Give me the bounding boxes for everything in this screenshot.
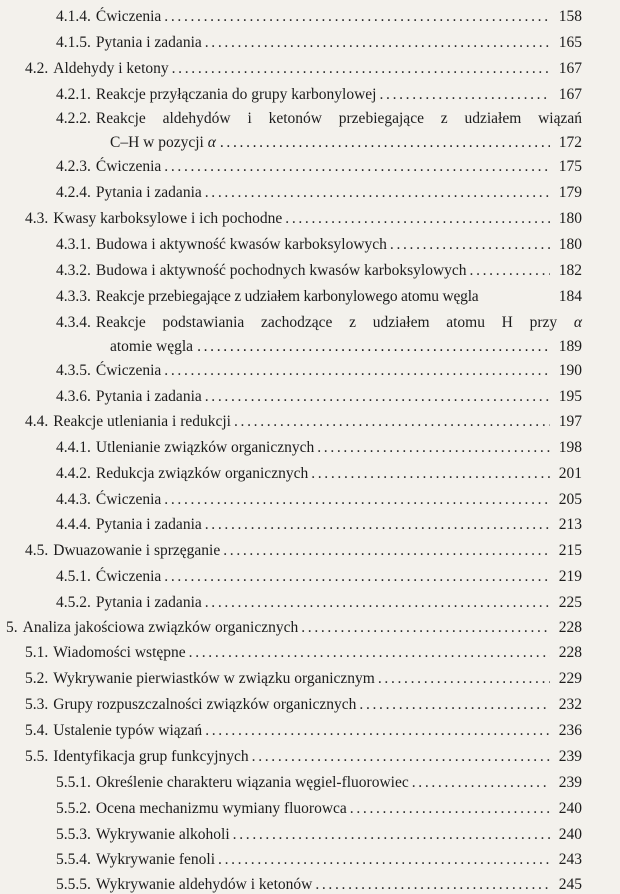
entry-title: Ćwiczenia (95, 8, 162, 25)
toc-entry (56, 261, 582, 280)
entry-page: 180 (558, 236, 582, 253)
entry-number: 5.5.4. (56, 851, 91, 868)
entry-title: Reakcje utleniania i redukcji (53, 413, 231, 430)
dot-leader (205, 593, 550, 612)
dot-leader (315, 875, 550, 894)
toc-entry (56, 850, 582, 869)
dot-leader (205, 515, 550, 534)
entry-title: Wykrywanie pierwiastków w związku organicznym (53, 670, 375, 687)
entry-number: 4.4.2. (56, 465, 91, 482)
entry-page: 225 (558, 594, 582, 611)
toc-entry (56, 464, 582, 483)
entry-title-text: Reakcje podstawiania zachodzące z udziałem atomu H przy (95, 314, 558, 331)
dot-leader (301, 618, 550, 637)
entry-number: 5.5. (25, 748, 49, 765)
toc-entry (56, 773, 582, 792)
entry-title: Ustalenie typów wiązań (53, 722, 203, 739)
dot-leader (378, 669, 550, 688)
dot-leader (218, 850, 550, 869)
entry-number: 5.5.3. (56, 826, 91, 843)
entry-page: 197 (558, 413, 582, 430)
entry-title: Wiadomości wstępne (53, 644, 186, 661)
entry-title: Ćwiczenia (95, 491, 162, 508)
entry-title: Określenie charakteru wiązania węgiel-fluorowiec (95, 774, 409, 791)
entry-page: 240 (558, 800, 582, 817)
entry-title: Ćwiczenia (95, 158, 162, 175)
toc-entry (56, 157, 582, 176)
toc-entry (56, 7, 582, 26)
dot-leader (205, 387, 550, 406)
entry-page: 239 (558, 748, 582, 765)
entry-title: Analiza jakościowa związków organicznych (22, 619, 299, 636)
toc-entry (56, 825, 582, 844)
entry-title: Budowa i aktywność pochodnych kwasów karboksylowych (95, 262, 467, 279)
entry-number: 4.4. (25, 413, 49, 430)
dot-leader (350, 799, 550, 818)
toc-entry (25, 209, 582, 228)
entry-title: Ćwiczenia (95, 568, 162, 585)
dot-leader (164, 157, 550, 176)
entry-title: Ocena mechanizmu wymiany fluorowca (95, 800, 347, 817)
entry-title: Redukcja związków organicznych (95, 465, 309, 482)
alpha-symbol: α (207, 134, 216, 151)
entry-title-continued: atomie węgla (110, 338, 194, 355)
entry-title: Identyfikacja grup funkcyjnych (53, 748, 249, 765)
entry-page: 182 (558, 262, 582, 279)
entry-page: 239 (558, 774, 582, 791)
entry-title: Kwasy karboksylowe i ich pochodne (53, 210, 283, 227)
dot-leader (359, 695, 550, 714)
entry-number: 4.2.4. (56, 184, 91, 201)
entry-number: 4.2.2. (56, 110, 91, 127)
entry-page: 175 (558, 158, 582, 175)
entry-title: Grupy rozpuszczalności związków organicznych (53, 696, 357, 713)
dot-leader (311, 464, 550, 483)
entry-page: 167 (558, 86, 582, 103)
entry-page: 179 (558, 184, 582, 201)
entry-number: 4.3.2. (56, 262, 91, 279)
toc-entry (56, 85, 582, 104)
toc-entry (25, 541, 582, 560)
dot-leader (470, 261, 550, 280)
toc-entry (56, 593, 582, 612)
entry-page: 215 (558, 542, 582, 559)
entry-title: Reakcje aldehydów i ketonów przebiegające z udziałem wiązań (95, 110, 582, 127)
entry-page: 245 (558, 876, 582, 893)
entry-number: 4.2.1. (56, 86, 91, 103)
entry-number: 5.3. (25, 696, 49, 713)
dot-leader (205, 33, 550, 52)
entry-page: 229 (558, 670, 582, 687)
toc-entry (25, 721, 582, 740)
entry-number: 4.5.2. (56, 594, 91, 611)
entry-page: 165 (558, 34, 582, 51)
entry-number: 5.5.1. (56, 774, 91, 791)
toc-entry-continuation (110, 133, 582, 152)
dot-leader (164, 490, 550, 509)
toc-entry (25, 643, 582, 662)
entry-title: Wykrywanie fenoli (95, 851, 216, 868)
toc-entry (25, 695, 582, 714)
entry-page: 240 (558, 826, 582, 843)
entry-number: 4.1.4. (56, 8, 91, 25)
dot-leader (390, 235, 550, 254)
entry-number: 4.5. (25, 542, 49, 559)
toc-entry-continuation (110, 337, 582, 356)
entry-number: 4.1.5. (56, 34, 91, 51)
toc-entry (56, 313, 582, 332)
entry-title: Dwuazowanie i sprzęganie (53, 542, 221, 559)
dot-leader (317, 438, 550, 457)
entry-title: Reakcje przebiegające z udziałem karbonylowego atomu węgla (95, 288, 479, 305)
entry-number: 5.4. (25, 722, 49, 739)
entry-page: 158 (558, 8, 582, 25)
entry-number: 4.5.1. (56, 568, 91, 585)
entry-number: 4.3.1. (56, 236, 91, 253)
toc-entry (56, 567, 582, 586)
entry-title: Reakcje przyłączania do grupy karbonylowej (95, 86, 377, 103)
entry-number: 4.4.1. (56, 439, 91, 456)
dot-leader (164, 361, 550, 380)
toc-entry (56, 515, 582, 534)
entry-title: Wykrywanie aldehydów i ketonów (95, 876, 313, 893)
toc-entry (56, 183, 582, 202)
entry-number: 5.1. (25, 644, 49, 661)
toc-entry (56, 799, 582, 818)
entry-number: 4.3.5. (56, 362, 91, 379)
dot-leader (205, 183, 550, 202)
entry-number: 5.2. (25, 670, 49, 687)
dot-leader (164, 567, 550, 586)
entry-title: Budowa i aktywność kwasów karboksylowych (95, 236, 387, 253)
entry-number: 5.5.2. (56, 800, 91, 817)
entry-page: 198 (558, 439, 582, 456)
toc-entry (25, 412, 582, 431)
dot-leader (252, 747, 550, 766)
entry-page: 232 (558, 696, 582, 713)
entry-title: Pytania i zadania (95, 34, 202, 51)
entry-number: 5. (6, 619, 18, 636)
entry-title: Wykrywanie alkoholi (95, 826, 230, 843)
toc-entry (25, 59, 582, 78)
entry-page: 201 (558, 465, 582, 482)
entry-page: 236 (558, 722, 582, 739)
toc-entry (56, 438, 582, 457)
toc-entry (56, 875, 582, 894)
entry-number: 4.3.3. (56, 288, 91, 305)
entry-title (96, 313, 582, 332)
entry-page: 180 (558, 210, 582, 227)
entry-title: Utlenianie związków organicznych (95, 439, 315, 456)
entry-page: 189 (558, 338, 582, 355)
dot-leader (164, 7, 550, 26)
dot-leader (285, 209, 550, 228)
dot-leader (172, 59, 550, 78)
entry-page: 228 (558, 619, 582, 636)
dot-leader (379, 85, 550, 104)
toc-entry (56, 235, 582, 254)
entry-title: Pytania i zadania (95, 184, 202, 201)
entry-title-continued: C–H w pozycji (110, 134, 204, 151)
entry-page: 205 (558, 491, 582, 508)
entry-page: 213 (558, 516, 582, 533)
entry-page: 184 (558, 288, 582, 305)
entry-title: Aldehydy i ketony (53, 60, 169, 77)
toc-entry (56, 287, 582, 306)
entry-page: 219 (558, 568, 582, 585)
toc-entry (56, 490, 582, 509)
entry-number: 5.5.5. (56, 876, 91, 893)
entry-page: 190 (558, 362, 582, 379)
toc-entry (56, 361, 582, 380)
toc-entry (6, 618, 582, 637)
entry-page: 167 (558, 60, 582, 77)
toc-entry (56, 109, 582, 128)
dot-leader (412, 773, 550, 792)
entry-number: 4.3. (25, 210, 49, 227)
toc-entry (56, 33, 582, 52)
toc-entry (56, 387, 582, 406)
dot-leader (205, 721, 550, 740)
toc-entry (25, 747, 582, 766)
entry-page: 243 (558, 851, 582, 868)
dot-leader (223, 541, 550, 560)
entry-number: 4.4.3. (56, 491, 91, 508)
entry-page: 172 (558, 134, 582, 151)
toc-entry (25, 669, 582, 688)
entry-title: Ćwiczenia (95, 362, 162, 379)
entry-title: Pytania i zadania (95, 516, 202, 533)
dot-leader (189, 643, 550, 662)
entry-number: 4.3.4. (56, 314, 91, 331)
entry-page: 228 (558, 644, 582, 661)
entry-number: 4.2. (25, 60, 49, 77)
alpha-symbol: α (573, 314, 582, 331)
dot-leader (233, 825, 550, 844)
entry-title: Pytania i zadania (95, 594, 202, 611)
entry-title: Pytania i zadania (95, 388, 202, 405)
entry-number: 4.2.3. (56, 158, 91, 175)
dot-leader (234, 412, 550, 431)
dot-leader (197, 337, 550, 356)
entry-page: 195 (558, 388, 582, 405)
dot-leader (220, 133, 550, 152)
entry-number: 4.4.4. (56, 516, 91, 533)
entry-number: 4.3.6. (56, 388, 91, 405)
